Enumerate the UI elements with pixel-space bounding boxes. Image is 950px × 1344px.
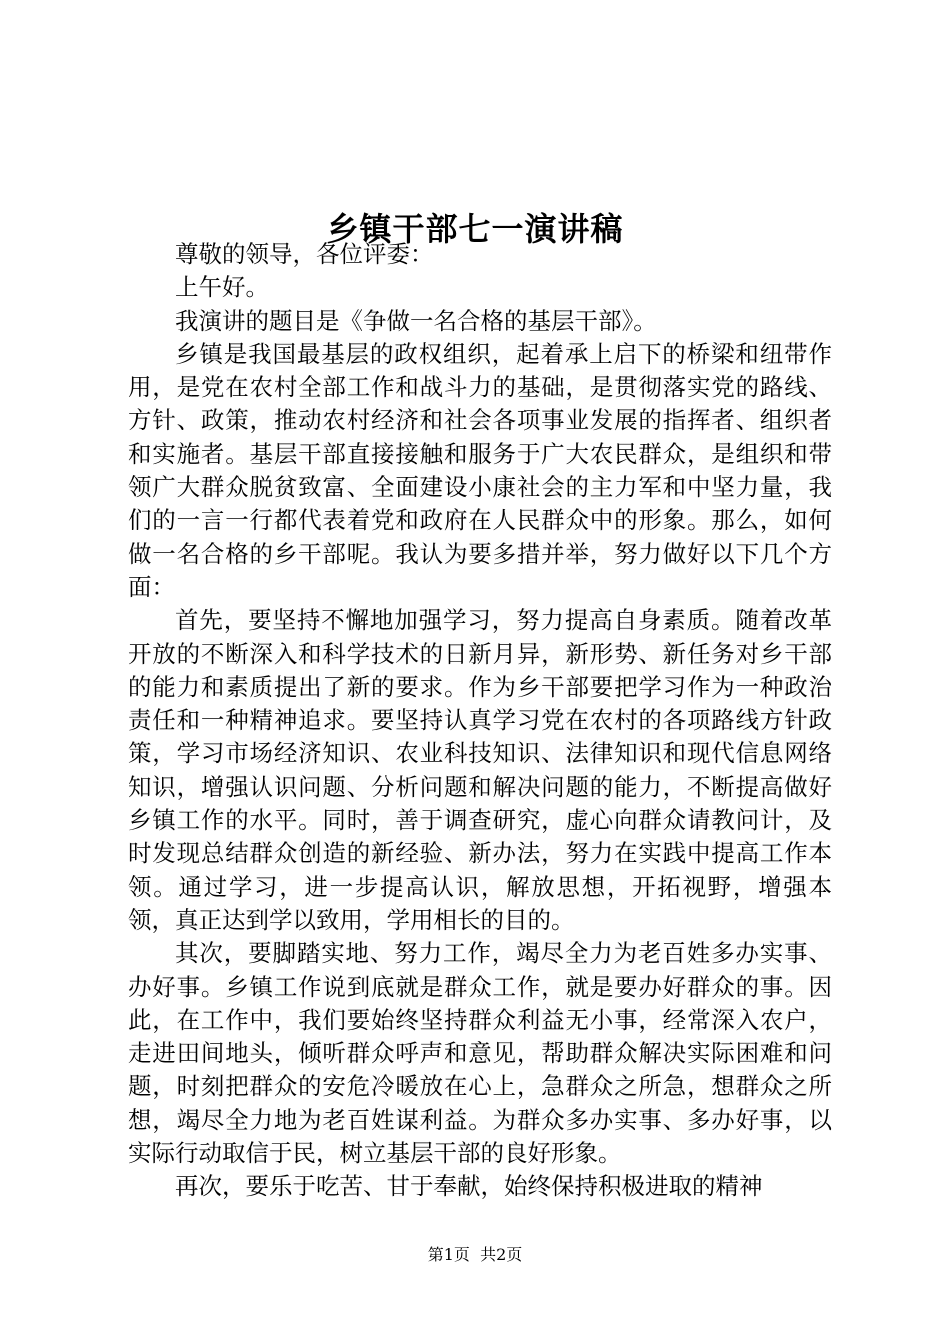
paragraph-topic: 我演讲的题目是《争做一名合格的基层干部》。 <box>175 306 657 335</box>
document-body <box>128 238 832 1204</box>
paragraph-first-point: 首先，要坚持不懈地加强学习，努力提高自身素质。随着改革开放的不断深入和科学技术的日新月异，新形势、新任务对乡干部的能力和素质提出了新的要求。作为乡干部要把学习作为一种政治责任和一种精神追求。要坚持认真学习党在农村的各项路线方针政策，学习市场经济知识、农业科技知识、法律知识和现代信息网络知识，增强认识问题、分析问题和解决问题的能力，不断提高做好乡镇工作的水平。同时，善于调查研究，虚心向群众请教问计，及时发现总结群众创造的新经验、新办法，努力在实践中提高工作本领。通过学习，进一步提高认识，解放思想，开拓视野，增强本领，真正达到学以致用，学用相长的目的。 <box>128 606 832 934</box>
page-footer <box>0 1244 950 1266</box>
page-number: 第1页 共2页 <box>427 1245 523 1264</box>
paragraph-third-point: 再次，要乐于吃苦、甘于奉献，始终保持积极进取的精神 <box>175 1172 763 1201</box>
paragraph-salutation: 尊敬的领导，各位评委： <box>175 240 434 268</box>
paragraph-second-point: 其次，要脚踏实地、努力工作，竭尽全力为老百姓多办实事、办好事。乡镇工作说到底就是群众工作，就是要办好群众的事。因此，在工作中，我们要始终坚持群众利益无小事，经常深入农户，走进田间地头，倾听群众呼声和意见，帮助群众解决实际困难和问题，时刻把群众的安危冷暖放在心上，急群众之所急，想群众之所想，竭尽全力地为老百姓谋利益。为群众多办实事、多办好事，以实际行动取信于民，树立基层干部的良好形象。 <box>128 939 832 1168</box>
document-title: 乡镇干部七一演讲稿 <box>326 210 624 249</box>
paragraph-introduction: 乡镇是我国最基层的政权组织，起着承上启下的桥梁和纽带作用，是党在农村全部工作和战斗力的基础，是贯彻落实党的路线、方针、政策，推动农村经济和社会各项事业发展的指挥者、组织者和实施者。基层干部直接接触和服务于广大农民群众，是组织和带领广大群众脱贫致富、全面建设小康社会的主力军和中坚力量，我们的一言一行都代表着党和政府在人民群众中的形象。那么，如何做一名合格的乡干部呢。我认为要多措并举，努力做好以下几个方面： <box>128 339 832 601</box>
paragraph-greeting: 上午好。 <box>175 273 269 302</box>
